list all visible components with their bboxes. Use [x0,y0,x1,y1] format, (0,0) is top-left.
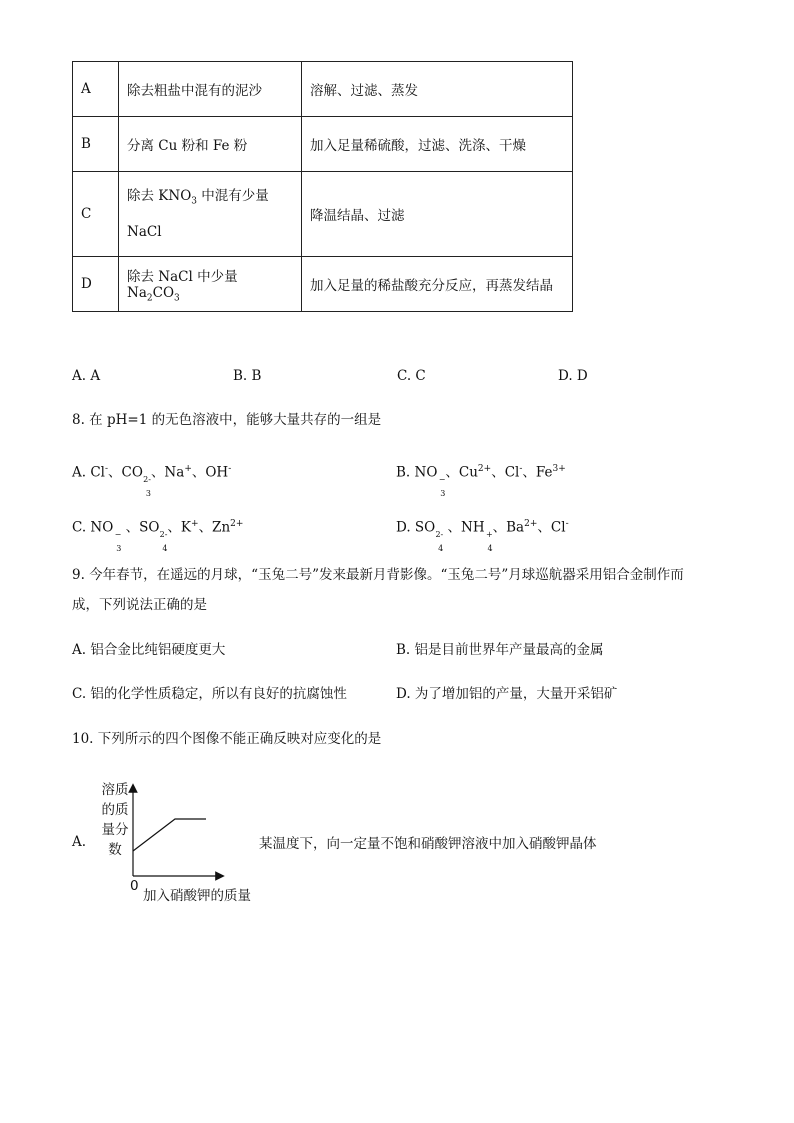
row-purpose: 除去粗盐中混有的泥沙 [119,62,302,117]
q9-choice-a[interactable]: A. 铝合金比纯铝硬度更大 [72,642,226,658]
table-row [73,62,573,117]
options-table [72,61,573,312]
q10-choice-a-label[interactable]: A. [72,834,87,850]
table-row [73,172,573,257]
q7-choice-b[interactable]: B. B [233,368,262,384]
q9-stem-line1: 9. 今年春节，在遥远的月球，“玉兔二号”发来最新月背影像。“玉兔二号”月球巡航器采用铝合金制作而 [72,567,684,583]
row-method: 加入足量稀硫酸，过滤、洗涤、干燥 [302,117,573,172]
q9-stem-line2: 成，下列说法正确的是 [72,597,207,613]
q10-choice-a-desc: 某温度下，向一定量不饱和硝酸钾溶液中加入硝酸钾晶体 [259,836,597,852]
q8-choice-d[interactable]: D. SO 2- 4 、NH + 4 、$Ba^{2+}$、Cl- [396,519,569,553]
row-method: 降温结晶、过滤 [302,172,573,257]
q8-choice-b[interactable]: B. NO − 3 、$Cu^{2+}$、Cl-、$Fe^{3+}$ [396,464,566,498]
q9-choice-b[interactable]: B. 铝是目前世界年产量最高的金属 [396,642,604,658]
q9-choice-d[interactable]: D. 为了增加铝的产量，大量开采铝矿 [396,686,618,702]
graph-y-label: 溶质 的质 量分 数 [101,782,129,858]
row-purpose: 除去 NaCl 中少量 $Na_2CO_3$ [119,257,302,312]
row-purpose: 分离 Cu 粉和 Fe 粉 [119,117,302,172]
graph-x-label: 加入硝酸钾的质量 [143,888,251,904]
row-letter: B [73,117,119,172]
q8-stem: 8. 在 pH=1 的无色溶液中，能够大量共存的一组是 [72,412,382,428]
q7-choice-d[interactable]: D. D [558,368,588,384]
q8-choice-c[interactable]: C. NO − 3 、SO 2- 4 、K+、$Zn^{2+}$ [72,519,244,553]
graph-axes [120,780,230,886]
row-method: 溶解、过滤、蒸发 [302,62,573,117]
row-method: 加入足量的稀盐酸充分反应，再蒸发结晶 [302,257,573,312]
q7-choice-c[interactable]: C. C [397,368,426,384]
row-purpose: 除去 $KNO_3$ 中混有少量 NaCl [119,172,302,257]
graph-line [133,819,206,851]
table-row [73,117,573,172]
row-letter: A [73,62,119,117]
q8-choice-a[interactable]: A. Cl-、CO 2- 3 、Na+、OH- [72,464,232,498]
row-letter: C [73,172,119,257]
q10-stem: 10. 下列所示的四个图像不能正确反映对应变化的是 [72,731,382,747]
graph-origin: 0 [130,878,139,894]
q7-choice-a[interactable]: A. A [72,368,101,384]
row-letter: D [73,257,119,312]
q9-choice-c[interactable]: C. 铝的化学性质稳定，所以有良好的抗腐蚀性 [72,686,347,702]
table-row [73,257,573,312]
